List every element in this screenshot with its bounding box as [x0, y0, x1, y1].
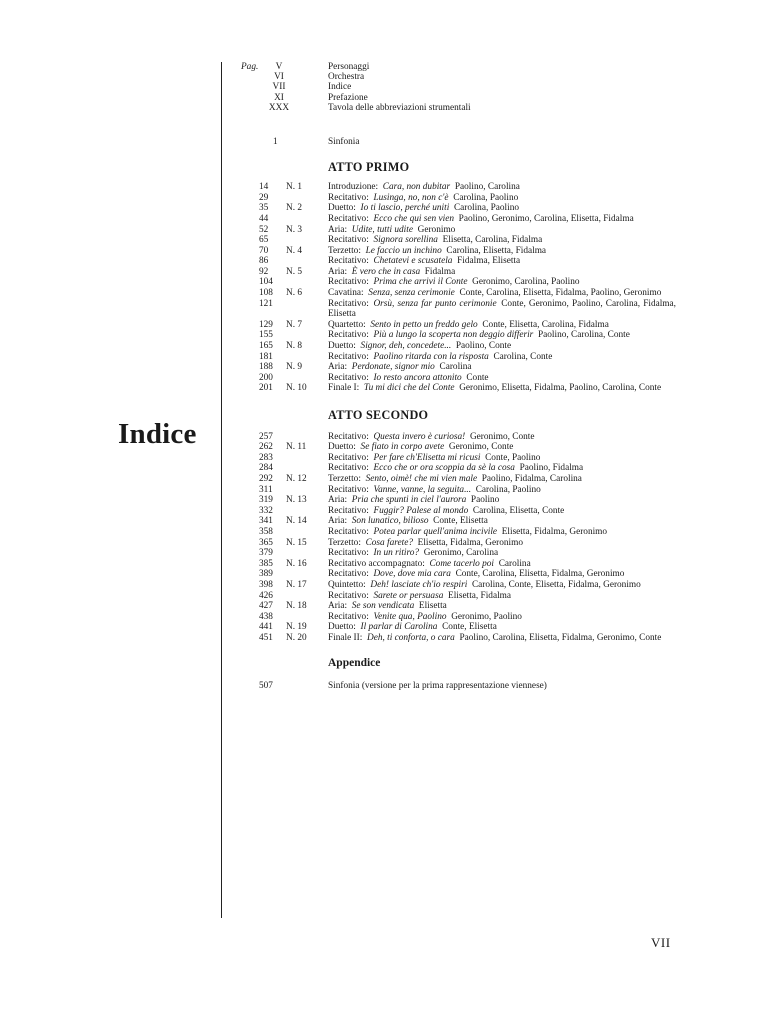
entry-characters: Elisetta, Fidalma, Geronimo [417, 537, 523, 548]
entry-title: Prima che arrivi il Conte [373, 277, 468, 288]
entry-characters: Geronimo, Paolino [451, 611, 522, 622]
entry-page: 181 [259, 351, 273, 362]
index-entry [236, 569, 676, 580]
index-entry [236, 442, 676, 453]
entry-title: Se fiato in corpo avete [360, 442, 445, 453]
entry-form: Recitativo: [328, 590, 369, 601]
index-entry [236, 548, 676, 559]
entry-text [328, 601, 676, 612]
entry-characters: Carolina, Elisetta, Conte [472, 505, 565, 516]
entry-page: 188 [259, 362, 273, 373]
entry-form: Terzetto: [328, 245, 361, 256]
entry-title: Tu mi dici che del Conte [363, 383, 455, 394]
entry-title: Senza, senza cerimonie [368, 288, 455, 299]
entry-page: 426 [259, 590, 273, 601]
entry-title: Cosa farete? [365, 537, 413, 548]
index-entry [236, 288, 676, 299]
entry-title: Sento, oimè! che mi vien male [365, 473, 478, 484]
entry-form: Duetto: [328, 442, 356, 453]
index-entry [236, 203, 676, 214]
entry-title: Ecco che qui sen vien [373, 213, 454, 224]
entry-characters: Paolino, Fidalma, Carolina [481, 473, 582, 484]
entry-page: 507 [259, 681, 273, 692]
entry-page: 427 [259, 601, 273, 612]
index-entry [236, 474, 676, 485]
entry-text [328, 548, 676, 559]
entry-text [328, 495, 676, 506]
entry-form: Aria: [328, 495, 348, 506]
entry-text [328, 288, 676, 299]
entry-text [328, 182, 676, 193]
index-entry [236, 383, 676, 394]
front-matter-page: V [275, 62, 283, 72]
index-entry [236, 246, 676, 257]
entry-number: N. 6 [286, 288, 303, 299]
entry-form: Recitativo: [328, 569, 369, 580]
entry-number: N. 13 [286, 495, 307, 506]
index-entry [236, 330, 676, 341]
entry-number: N. 9 [286, 362, 303, 373]
entry-form: Aria: [328, 516, 348, 527]
entry-page: 389 [259, 569, 273, 580]
entry-title: Ecco che or ora scoppia da sè la cosa [373, 463, 515, 474]
entry-characters: Geronimo, Carolina, Paolino [472, 277, 580, 288]
entry-text [328, 362, 676, 373]
entry-characters: Carolina, Conte, Elisetta, Fidalma, Geronimo [471, 579, 641, 590]
entry-page: 358 [259, 526, 273, 537]
entry-page: 398 [259, 579, 273, 590]
index-entry [236, 352, 676, 363]
entry-number: N. 16 [286, 558, 307, 569]
entry-text [328, 330, 676, 341]
entry-form: Recitativo: [328, 548, 369, 559]
front-matter-row [236, 82, 676, 92]
entry-text [328, 432, 676, 443]
entry-text: Sinfonia [328, 136, 360, 147]
entry-form: Finale II: [328, 632, 363, 643]
entry-page: 44 [259, 213, 269, 224]
index-entry [236, 453, 676, 464]
entry-text [328, 612, 676, 623]
entry-form: Duetto: [328, 341, 356, 352]
entry-title: Paolino ritarda con la risposta [373, 351, 489, 362]
index-entry [236, 299, 676, 320]
entry-characters: Geronimo [417, 224, 456, 235]
index-entry [236, 193, 676, 204]
entry-page: 92 [259, 266, 269, 277]
entry-title: Fuggir? Palese al mondo [373, 505, 469, 516]
index-entry [236, 516, 676, 527]
entry-characters: Elisetta, Fidalma [448, 590, 512, 601]
vertical-divider-rule [221, 62, 222, 918]
index-entry [236, 622, 676, 633]
entry-title: Orsù, senza far punto cerimonie [373, 298, 497, 309]
entry-characters: Fidalma, Elisetta [457, 256, 521, 267]
entry-text [328, 559, 676, 570]
front-matter-text: Indice [328, 82, 352, 93]
entry-form: Recitativo: [328, 611, 369, 622]
entry-page: 129 [259, 319, 273, 330]
entry-page: 35 [259, 203, 269, 214]
entry-number: N. 2 [286, 203, 303, 214]
entry-title: Per fare ch'Elisetta mi ricusi [373, 452, 481, 463]
front-matter-row [236, 72, 676, 82]
entry-characters: Geronimo, Conte [448, 442, 514, 453]
front-matter-text: Personaggi [328, 62, 370, 72]
front-matter-row [236, 103, 676, 113]
entry-form: Recitativo: [328, 351, 369, 362]
front-matter-pag: Pag. [241, 62, 259, 72]
index-entry [236, 320, 676, 331]
entry-characters: Carolina, Elisetta, Fidalma [446, 245, 547, 256]
entry-characters: Elisetta, Fidalma, Geronimo [501, 526, 608, 537]
entry-text [328, 277, 676, 288]
entry-text [328, 442, 676, 453]
entry-text [328, 538, 676, 549]
entry-characters: Paolino, Conte [455, 341, 512, 352]
front-matter-row [236, 62, 676, 72]
entry-title: Se son vendicata [351, 601, 415, 612]
index-entry [236, 267, 676, 278]
entry-characters: Paolino, Carolina, Elisetta, Fidalma, Geronimo, Conte [459, 632, 662, 643]
front-matter-text: Orchestra [328, 72, 365, 83]
index-entry [236, 495, 676, 506]
entry-characters: Carolina, Paolino [453, 192, 519, 203]
entry-title: Udite, tutti udite [351, 224, 413, 235]
entry-page: 365 [259, 537, 273, 548]
entry-title: Sarete or persuasa [373, 590, 444, 601]
entry-title: Le faccio un inchino [365, 245, 442, 256]
entry-number: N. 4 [286, 245, 303, 256]
front-matter-page: VII [272, 82, 286, 93]
entry-characters: Geronimo, Elisetta, Fidalma, Paolino, Carolina, Conte [459, 383, 662, 394]
entry-title: Cara, non dubitar [382, 182, 451, 193]
index-entry [236, 277, 676, 288]
entry-text [328, 373, 676, 384]
entry-number: N. 10 [286, 383, 307, 394]
entry-form: Aria: [328, 224, 348, 235]
front-matter-page: XI [274, 92, 284, 103]
index-entry [236, 373, 676, 384]
entry-form: Recitativo: [328, 213, 369, 224]
side-title: Indice [118, 418, 197, 450]
entry-page: 70 [259, 245, 269, 256]
index-entry [236, 182, 676, 193]
entry-text [328, 591, 676, 602]
entry-text [328, 246, 676, 257]
table-of-contents [236, 62, 676, 692]
entry-characters: Elisetta [418, 601, 447, 612]
entry-form: Aria: [328, 601, 348, 612]
entry-page: 121 [259, 298, 273, 309]
entry-title: Signor, deh, concedete... [360, 341, 452, 352]
entry-title: Questa invero è curiosa! [373, 431, 466, 442]
index-entry [236, 432, 676, 443]
entry-form: Quintetto: [328, 579, 366, 590]
entry-page: 292 [259, 473, 273, 484]
index-entry [236, 485, 676, 496]
entry-form: Cavatina: [328, 288, 364, 299]
entry-text [328, 341, 676, 352]
entry-page: 200 [259, 372, 273, 383]
entry-page: 451 [259, 632, 273, 643]
entry-text [328, 299, 676, 320]
entry-text [328, 267, 676, 278]
entry-page: 86 [259, 256, 269, 267]
entry-page: 319 [259, 495, 273, 506]
section-heading-atto-secondo: ATTO SECONDO [328, 408, 429, 422]
index-entry [236, 463, 676, 474]
entry-page: 1 [273, 136, 278, 147]
front-matter-text: Prefazione [328, 92, 368, 103]
entry-characters: Conte, Elisetta [433, 516, 488, 527]
entry-form: Recitativo: [328, 256, 369, 267]
entry-form: Recitativo: [328, 192, 369, 203]
index-entry [236, 527, 676, 538]
entry-number: N. 12 [286, 473, 307, 484]
entry-page: 311 [259, 484, 273, 495]
entry-characters: Carolina, Paolino [475, 484, 541, 495]
index-entry [236, 341, 676, 352]
entry-page: 385 [259, 558, 273, 569]
entry-form: Recitativo: [328, 330, 369, 341]
entry-page: 14 [259, 182, 269, 193]
entry-text [328, 580, 676, 591]
entry-characters: Conte, Geronimo, Paolino, Carolina, Fidalma, Elisetta [328, 298, 676, 320]
entry-number: N. 19 [286, 622, 307, 633]
entry-title: In un ritiro? [373, 548, 420, 559]
entry-title: Chetatevi e scusatela [373, 256, 453, 267]
section-heading-appendice: Appendice [328, 657, 381, 670]
entry-page: 332 [259, 505, 273, 516]
entry-text [328, 453, 676, 464]
entry-title: Venite qua, Paolino [373, 611, 447, 622]
entry-number: N. 17 [286, 579, 307, 590]
entry-text [328, 193, 676, 204]
entry-form: Introduzione: [328, 182, 379, 193]
index-entry [236, 256, 676, 267]
index-entry [236, 362, 676, 373]
entry-characters: Geronimo, Carolina [423, 548, 499, 559]
entry-text [328, 485, 676, 496]
sinfonia-entry [236, 137, 676, 148]
entry-text: Sinfonia (versione per la prima rappresentazione viennese) [328, 681, 547, 692]
entry-form: Recitativo: [328, 431, 369, 442]
index-entry [236, 591, 676, 602]
entry-title: Pria che spunti in ciel l'aurora [351, 495, 467, 506]
entry-form: Terzetto: [328, 473, 361, 484]
entry-text [328, 474, 676, 485]
entry-page: 108 [259, 288, 273, 299]
entry-page: 379 [259, 548, 273, 559]
entry-text [328, 352, 676, 363]
entry-page: 341 [259, 516, 273, 527]
entry-characters: Paolino, Geronimo, Carolina, Elisetta, Fidalma [458, 213, 634, 224]
entry-title: Come tacerlo poi [429, 558, 495, 569]
entry-title: Lusinga, no, non c'è [373, 192, 449, 203]
index-entry [236, 538, 676, 549]
entry-title: Sento in petto un freddo gelo [370, 319, 478, 330]
entry-page: 165 [259, 341, 273, 352]
index-entry [236, 225, 676, 236]
entry-title: Deh, ti conforta, o cara [367, 632, 455, 643]
entry-form: Recitativo: [328, 505, 369, 516]
entry-number: N. 3 [286, 224, 303, 235]
entry-page: 104 [259, 277, 273, 288]
entry-text [328, 214, 676, 225]
entry-page: 29 [259, 192, 269, 203]
entry-title: Perdonate, signor mio [351, 362, 435, 373]
entry-text [328, 320, 676, 331]
entry-number: N. 14 [286, 516, 307, 527]
entry-page: 155 [259, 330, 273, 341]
entry-form: Recitativo: [328, 526, 369, 537]
entry-characters: Conte, Elisetta [442, 622, 497, 633]
index-entry [236, 214, 676, 225]
entry-number: N. 1 [286, 182, 303, 193]
entry-form: Duetto: [328, 622, 356, 633]
atto-secondo-list [236, 432, 676, 644]
entry-text [328, 622, 676, 633]
entry-characters: Conte, Paolino [485, 452, 541, 463]
entry-characters: Conte [466, 372, 489, 383]
entry-form: Aria: [328, 362, 348, 373]
entry-text [328, 256, 676, 267]
entry-page: 201 [259, 383, 273, 394]
entry-form: Recitativo accompagnato: [328, 558, 425, 569]
entry-number: N. 7 [286, 319, 303, 330]
index-entry [236, 235, 676, 246]
atto-primo-list [236, 182, 676, 394]
entry-page: 441 [259, 622, 273, 633]
front-matter-list [236, 62, 676, 113]
entry-text [328, 225, 676, 236]
appendice-entry [236, 681, 676, 692]
index-entry [236, 612, 676, 623]
entry-text [328, 506, 676, 517]
entry-title: Deh! lasciate ch'io respiri [370, 579, 468, 590]
entry-characters: Carolina, Paolino [453, 203, 520, 214]
entry-page: 262 [259, 442, 273, 453]
entry-form: Recitativo: [328, 277, 369, 288]
entry-title: Più a lungo la scoperta non deggio differir [373, 330, 534, 341]
index-entry [236, 506, 676, 517]
entry-page: 257 [259, 431, 273, 442]
entry-text [328, 516, 676, 527]
entry-characters: Paolino, Fidalma [519, 463, 584, 474]
entry-page: 52 [259, 224, 269, 235]
entry-form: Quartetto: [328, 319, 366, 330]
entry-characters: Paolino, Carolina [454, 182, 520, 193]
entry-characters: Conte, Carolina, Elisetta, Fidalma, Geronimo [455, 569, 625, 580]
entry-characters: Paolino [470, 495, 500, 506]
entry-title: Io resto ancora attonito [373, 372, 462, 383]
entry-form: Recitativo: [328, 484, 369, 495]
entry-number: N. 5 [286, 266, 303, 277]
entry-number: N. 20 [286, 632, 307, 643]
entry-form: Recitativo: [328, 463, 369, 474]
entry-page: 65 [259, 235, 269, 246]
entry-number: N. 18 [286, 601, 307, 612]
entry-title: Dove, dove mia cara [373, 569, 451, 580]
entry-number: N. 11 [286, 442, 307, 453]
section-heading-atto-primo: ATTO PRIMO [328, 159, 410, 174]
front-matter-page: XXX [268, 102, 290, 113]
entry-form: Terzetto: [328, 537, 361, 548]
entry-characters: Conte, Carolina, Elisetta, Fidalma, Paolino, Geronimo [459, 288, 662, 299]
entry-title: È vero che in casa [351, 266, 421, 277]
index-entry [236, 559, 676, 570]
entry-page: 283 [259, 452, 273, 463]
entry-characters: Paolino, Carolina, Conte [537, 330, 630, 341]
index-entry [236, 633, 676, 644]
entry-characters: Carolina [439, 362, 472, 373]
entry-page: 284 [259, 463, 273, 474]
entry-form: Recitativo: [328, 298, 369, 309]
entry-title: Son lunatico, bilioso [351, 516, 429, 527]
entry-form: Recitativo: [328, 235, 369, 246]
entry-title: Il parlar di Carolina [360, 622, 438, 633]
index-entry [236, 580, 676, 591]
entry-form: Duetto: [328, 203, 356, 214]
entry-page: 438 [259, 611, 273, 622]
entry-form: Recitativo: [328, 372, 369, 383]
front-matter-text: Tavola delle abbreviazioni strumentali [328, 102, 471, 113]
entry-characters: Carolina, Conte [493, 351, 553, 362]
entry-text [328, 633, 676, 644]
entry-text [328, 527, 676, 538]
entry-title: Vanne, vanne, la seguita... [373, 484, 472, 495]
front-matter-row [236, 93, 676, 103]
entry-form: Recitativo: [328, 452, 369, 463]
entry-text [328, 203, 676, 214]
entry-characters: Elisetta, Carolina, Fidalma [442, 235, 543, 246]
entry-title: Io ti lascio, perché uniti [360, 203, 450, 214]
entry-form: Finale I: [328, 383, 360, 394]
entry-text [328, 463, 676, 474]
front-matter-page: VI [274, 72, 284, 83]
entry-title: Potea parlar quell'anima incivile [373, 526, 498, 537]
entry-characters: Geronimo, Conte [469, 431, 535, 442]
entry-number: N. 8 [286, 341, 303, 352]
entry-characters: Conte, Elisetta, Carolina, Fidalma [482, 319, 609, 330]
entry-characters: Fidalma [424, 266, 456, 277]
entry-text [328, 383, 676, 394]
entry-characters: Carolina [498, 558, 531, 569]
entry-text [328, 235, 676, 246]
index-entry [236, 601, 676, 612]
entry-text [328, 569, 676, 580]
entry-number: N. 15 [286, 537, 307, 548]
entry-form: Aria: [328, 266, 348, 277]
page-number: VII [651, 935, 671, 950]
entry-title: Signora sorellina [373, 235, 438, 246]
